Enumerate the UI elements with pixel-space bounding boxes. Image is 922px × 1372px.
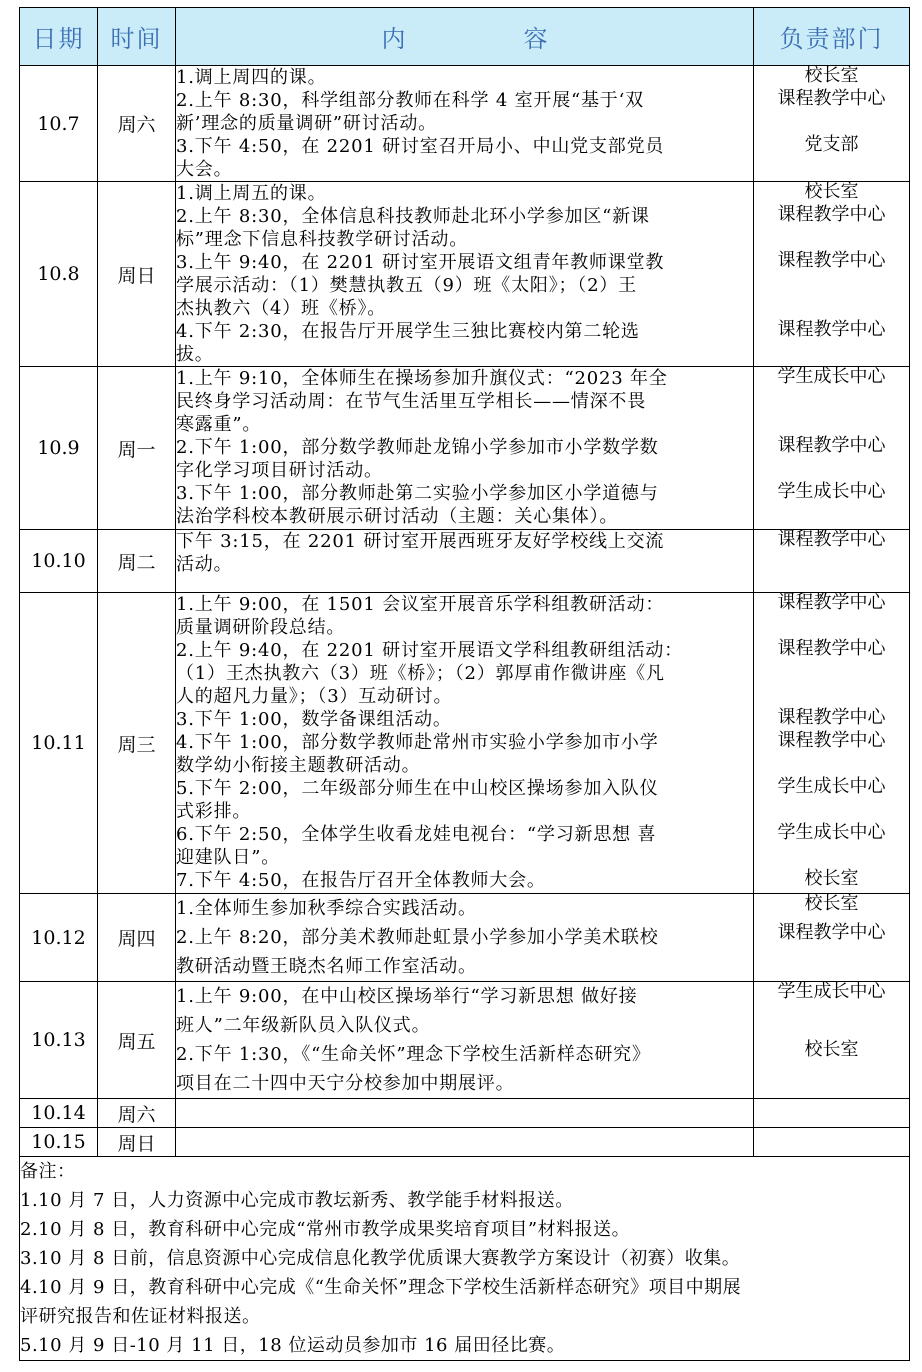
date-cell: 10.8 xyxy=(20,182,98,367)
content-cell xyxy=(176,66,754,182)
content-line: 标”理念下信息科技教学研讨活动。 xyxy=(176,229,469,250)
dept-label: 课程教学中心 xyxy=(777,88,886,109)
content-line: 2.下午 1:00，部分数学教师赴龙锦小学参加市小学数学数 xyxy=(176,437,659,458)
schedule-sheet xyxy=(19,7,909,1361)
date-cell: 10.9 xyxy=(20,367,98,530)
dept-label: 学生成长中心 xyxy=(777,366,886,387)
schedule-row xyxy=(20,1099,910,1128)
content-line: 1.全体师生参加秋季综合实践活动。 xyxy=(176,898,477,919)
content-line: 活动。 xyxy=(176,554,233,575)
content-line: 2.下午 1:30，《“生命关怀”理念下学校生活新样态研究》 xyxy=(176,1044,651,1065)
note-line: 评研究报告和佐证材料报送。 xyxy=(20,1306,261,1327)
content-cell xyxy=(176,530,754,593)
content-line: 教研活动暨王晓杰名师工作室活动。 xyxy=(176,956,477,977)
content-line: 班人”二年级新队员入队仪式。 xyxy=(176,1015,431,1036)
content-line: 拔。 xyxy=(176,344,214,365)
dept-label: 课程教学中心 xyxy=(777,319,886,340)
schedule-row xyxy=(20,66,910,182)
content-line: 项目在二十四中天宁分校参加中期展评。 xyxy=(176,1073,515,1094)
weekday-cell: 周六 xyxy=(98,1099,176,1128)
content-line: 3.下午 4:50，在 2201 研讨室召开局小、中山党支部党员 xyxy=(176,136,665,157)
content-line: 7.下午 4:50，在报告厅召开全体教师大会。 xyxy=(176,870,546,891)
dept-label: 课程教学中心 xyxy=(777,435,886,456)
schedule-row xyxy=(20,894,910,982)
schedule-row xyxy=(20,367,910,530)
content-line: 2.上午 8:20，部分美术教师赴虹景小学参加小学美术联校 xyxy=(176,927,659,948)
note-line: 5.10 月 9 日-10 月 11 日，18 位运动员参加市 16 届田径比赛。 xyxy=(20,1335,566,1356)
weekday-cell: 周日 xyxy=(98,1128,176,1157)
schedule-table xyxy=(19,7,910,1361)
dept-label: 课程教学中心 xyxy=(777,529,886,550)
dept-cell xyxy=(754,367,910,530)
weekday-cell: 周四 xyxy=(98,894,176,982)
dept-cell xyxy=(754,894,910,982)
content-line: 字化学习项目研讨活动。 xyxy=(176,460,383,481)
content-line: 寒露重”。 xyxy=(176,414,262,435)
content-cell xyxy=(176,182,754,367)
content-line: 学展示活动：（1）樊慧执教五（9）班《太阳》；（2）王 xyxy=(176,275,637,296)
dept-label: 校长室 xyxy=(804,868,859,889)
dept-cell xyxy=(754,1128,910,1157)
content-line: 式彩排。 xyxy=(176,801,252,822)
schedule-row xyxy=(20,182,910,367)
dept-label: 学生成长中心 xyxy=(777,822,886,843)
content-line: 2.上午 8:30，科学组部分教师在科学 4 室开展“基于‘双 xyxy=(176,90,644,111)
note-line: 2.10 月 8 日，教育科研中心完成“常州市教学成果奖培育项目”材料报送。 xyxy=(20,1219,631,1240)
dept-label: 课程教学中心 xyxy=(777,592,886,613)
dept-label: 课程教学中心 xyxy=(777,707,886,728)
note-line: 1.10 月 7 日，人力资源中心完成市教坛新秀、教学能手材料报送。 xyxy=(20,1190,574,1211)
note-line: 4.10 月 9 日，教育科研中心完成《“生命关怀”理念下学校生活新样态研究》项目中期展 xyxy=(20,1277,742,1298)
date-cell: 10.15 xyxy=(20,1128,98,1157)
dept-cell xyxy=(754,182,910,367)
content-line: 数学幼小衔接主题教研活动。 xyxy=(176,755,421,776)
header-dept: 负责部门 xyxy=(754,8,910,66)
weekday-cell: 周一 xyxy=(98,367,176,530)
schedule-row xyxy=(20,1128,910,1157)
note-line: 3.10 月 8 日前，信息资源中心完成信息化教学优质课大赛教学方案设计（初赛）收集。 xyxy=(20,1248,741,1269)
content-line: 法治学科校本教研展示研讨活动（主题：关心集体）。 xyxy=(176,506,619,527)
weekday-cell: 周日 xyxy=(98,182,176,367)
content-line: 3.上午 9:40，在 2201 研讨室开展语文组青年教师课堂教 xyxy=(176,252,665,273)
notes-title: 备注： xyxy=(20,1161,76,1182)
content-cell xyxy=(176,982,754,1099)
content-cell xyxy=(176,367,754,530)
date-cell: 10.11 xyxy=(20,593,98,894)
date-cell: 10.14 xyxy=(20,1099,98,1128)
dept-label: 校长室 xyxy=(804,181,859,202)
dept-cell xyxy=(754,593,910,894)
content-line: 4.下午 2:30，在报告厅开展学生三独比赛校内第二轮选 xyxy=(176,321,640,342)
header-content xyxy=(176,8,754,66)
header-date: 日期 xyxy=(20,8,98,66)
content-cell xyxy=(176,593,754,894)
weekday-cell: 周五 xyxy=(98,982,176,1099)
dept-cell xyxy=(754,1099,910,1128)
dept-label: 课程教学中心 xyxy=(777,922,886,943)
date-cell: 10.10 xyxy=(20,530,98,593)
content-cell xyxy=(176,1099,754,1128)
schedule-row xyxy=(20,982,910,1099)
header-content-b: 容 xyxy=(523,25,548,53)
dept-cell xyxy=(754,982,910,1099)
date-cell: 10.7 xyxy=(20,66,98,182)
content-line: 1.上午 9:00，在中山校区操场举行“学习新思想 做好接 xyxy=(176,986,638,1007)
content-cell xyxy=(176,894,754,982)
weekday-cell: 周六 xyxy=(98,66,176,182)
content-line: 3.下午 1:00，部分教师赴第二实验小学参加区小学道德与 xyxy=(176,483,659,504)
header-content-a: 内 xyxy=(381,25,406,53)
content-line: 1.上午 9:00，在 1501 会议室开展音乐学科组教研活动： xyxy=(176,594,665,615)
dept-label: 课程教学中心 xyxy=(777,730,886,751)
weekday-cell: 周三 xyxy=(98,593,176,894)
content-cell xyxy=(176,1128,754,1157)
content-line: 6.下午 2:50，全体学生收看龙娃电视台：“学习新思想 喜 xyxy=(176,824,657,845)
content-line: 杰执教六（4）班《桥》。 xyxy=(176,298,387,319)
content-line: 5.下午 2:00，二年级部分师生在中山校区操场参加入队仪 xyxy=(176,778,659,799)
content-line: 迎建队日”。 xyxy=(176,847,281,868)
dept-label: 学生成长中心 xyxy=(777,776,886,797)
content-line: 质量调研阶段总结。 xyxy=(176,617,346,638)
dept-label: 学生成长中心 xyxy=(777,981,886,1002)
schedule-row xyxy=(20,593,910,894)
content-line: 下午 3:15，在 2201 研讨室开展西班牙友好学校线上交流 xyxy=(176,531,665,552)
dept-label: 校长室 xyxy=(804,893,859,914)
dept-label: 校长室 xyxy=(804,65,859,86)
dept-label: 课程教学中心 xyxy=(777,204,886,225)
dept-label: 学生成长中心 xyxy=(777,481,886,502)
header-row xyxy=(20,8,910,66)
content-line: 民终身学习活动周：在节气生活里互学相长——情深不畏 xyxy=(176,391,646,412)
date-cell: 10.12 xyxy=(20,894,98,982)
header-time: 时间 xyxy=(98,8,176,66)
content-line: 人的超凡力量》；（3）互动研讨。 xyxy=(176,686,453,707)
content-line: 1.调上周五的课。 xyxy=(176,183,327,204)
notes-row xyxy=(20,1157,910,1361)
notes-cell xyxy=(20,1157,910,1361)
dept-label: 课程教学中心 xyxy=(777,638,886,659)
content-line: 4.下午 1:00，部分数学教师赴常州市实验小学参加市小学 xyxy=(176,732,659,753)
schedule-row xyxy=(20,530,910,593)
content-line: 新’理念的质量调研”研讨活动。 xyxy=(176,113,437,134)
weekday-cell: 周二 xyxy=(98,530,176,593)
content-line: 大会。 xyxy=(176,159,233,180)
content-line: （1）王杰执教六（3）班《桥》；（2）郭厚甫作微讲座《凡 xyxy=(176,663,665,684)
content-line: 1.上午 9:10，全体师生在操场参加升旗仪式：“2023 年全 xyxy=(176,368,668,389)
dept-label: 党支部 xyxy=(804,134,859,155)
content-line: 2.上午 9:40，在 2201 研讨室开展语文学科组教研组活动： xyxy=(176,640,683,661)
dept-cell xyxy=(754,66,910,182)
content-line: 2.上午 8:30，全体信息科技教师赴北环小学参加区“新课 xyxy=(176,206,650,227)
dept-label: 校长室 xyxy=(804,1039,859,1060)
date-cell: 10.13 xyxy=(20,982,98,1099)
dept-label: 课程教学中心 xyxy=(777,250,886,271)
dept-cell xyxy=(754,530,910,593)
content-line: 1.调上周四的课。 xyxy=(176,67,327,88)
content-line: 3.下午 1:00，数学备课组活动。 xyxy=(176,709,452,730)
